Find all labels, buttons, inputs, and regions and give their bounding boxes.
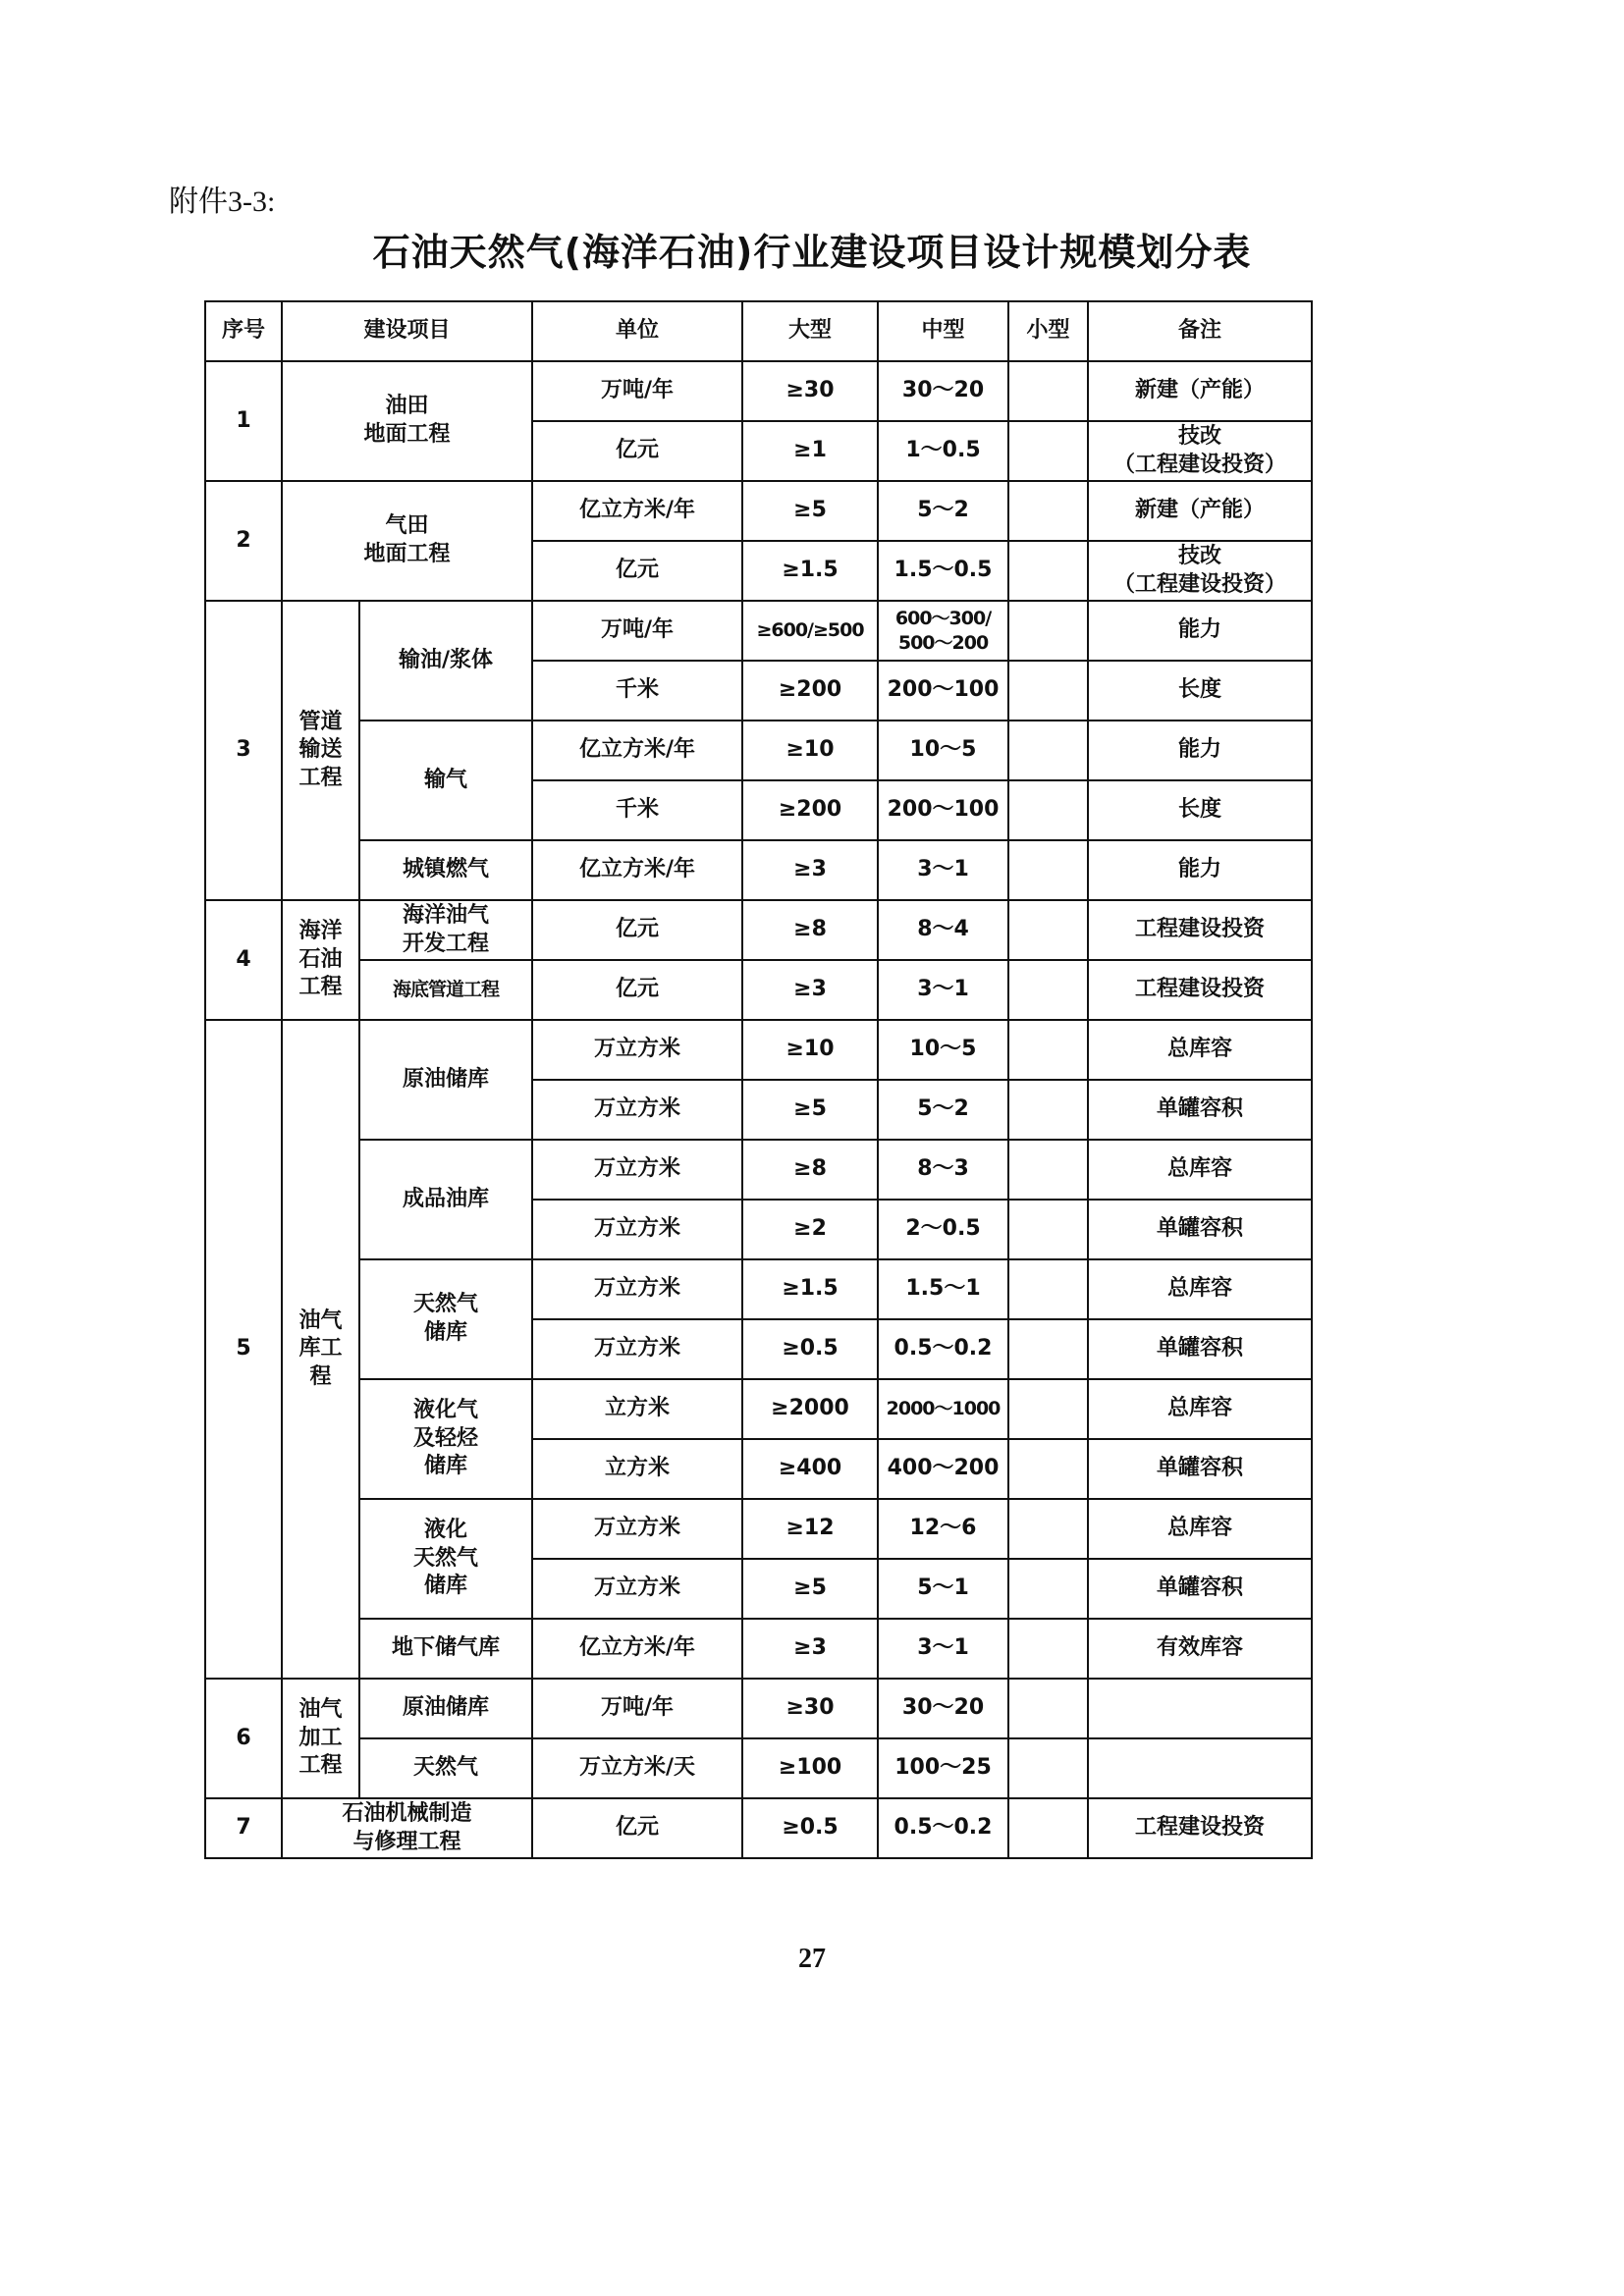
subgroup-name: 海底管道工程 bbox=[359, 960, 532, 1020]
large-cell: ≥10 bbox=[742, 1020, 878, 1080]
unit-cell: 亿元 bbox=[532, 900, 742, 960]
subgroup-name: 原油储库 bbox=[359, 1679, 532, 1738]
large-cell: ≥2 bbox=[742, 1200, 878, 1259]
large-cell: ≥100 bbox=[742, 1738, 878, 1798]
unit-cell: 亿元 bbox=[532, 960, 742, 1020]
large-cell: ≥200 bbox=[742, 780, 878, 840]
remark-cell: 单罐容积 bbox=[1088, 1559, 1312, 1619]
remark-cell: 工程建设投资 bbox=[1088, 960, 1312, 1020]
remark-cell: 总库容 bbox=[1088, 1379, 1312, 1439]
large-cell: ≥0.5 bbox=[742, 1798, 878, 1858]
large-cell: ≥3 bbox=[742, 1619, 878, 1679]
group-seq: 1 bbox=[205, 361, 282, 481]
small-cell bbox=[1008, 1319, 1088, 1379]
small-cell bbox=[1008, 1679, 1088, 1738]
medium-cell: 30～20 bbox=[878, 361, 1008, 421]
group-seq: 6 bbox=[205, 1679, 282, 1798]
group-name: 管道 输送 工程 bbox=[282, 601, 359, 900]
table-row bbox=[205, 1259, 1312, 1319]
small-cell bbox=[1008, 421, 1088, 481]
medium-cell: 1～0.5 bbox=[878, 421, 1008, 481]
small-cell bbox=[1008, 1499, 1088, 1559]
group-name: 石油机械制造 与修理工程 bbox=[282, 1798, 532, 1858]
remark-cell: 单罐容积 bbox=[1088, 1319, 1312, 1379]
unit-cell: 立方米 bbox=[532, 1379, 742, 1439]
large-cell: ≥30 bbox=[742, 361, 878, 421]
scale-classification-table bbox=[204, 300, 1313, 1859]
group-seq: 2 bbox=[205, 481, 282, 601]
small-cell bbox=[1008, 1379, 1088, 1439]
document-title: 石油天然气(海洋石油)行业建设项目设计规模划分表 bbox=[372, 231, 1252, 274]
medium-cell: 200～100 bbox=[878, 661, 1008, 721]
unit-cell: 千米 bbox=[532, 661, 742, 721]
small-cell bbox=[1008, 721, 1088, 780]
large-cell: ≥3 bbox=[742, 960, 878, 1020]
small-cell bbox=[1008, 481, 1088, 541]
attachment-label: 附件3-3: bbox=[169, 186, 276, 218]
large-cell: ≥30 bbox=[742, 1679, 878, 1738]
group-seq: 7 bbox=[205, 1798, 282, 1858]
group-seq: 3 bbox=[205, 601, 282, 900]
small-cell bbox=[1008, 1200, 1088, 1259]
unit-cell: 亿元 bbox=[532, 541, 742, 601]
table-row bbox=[205, 1379, 1312, 1439]
group-name: 油田 地面工程 bbox=[282, 361, 532, 481]
remark-cell: 新建（产能） bbox=[1088, 481, 1312, 541]
subgroup-name: 海洋油气 开发工程 bbox=[359, 900, 532, 960]
unit-cell: 万立方米 bbox=[532, 1020, 742, 1080]
unit-cell: 万立方米 bbox=[532, 1080, 742, 1140]
small-cell bbox=[1008, 900, 1088, 960]
small-cell bbox=[1008, 541, 1088, 601]
subgroup-name: 液化 天然气 储库 bbox=[359, 1499, 532, 1619]
medium-cell: 1.5～1 bbox=[878, 1259, 1008, 1319]
medium-cell: 12～6 bbox=[878, 1499, 1008, 1559]
subgroup-name: 液化气 及轻烃 储库 bbox=[359, 1379, 532, 1499]
header-unit: 单位 bbox=[532, 301, 742, 361]
unit-cell: 万立方米 bbox=[532, 1499, 742, 1559]
table-row bbox=[205, 721, 1312, 780]
medium-cell: 3～1 bbox=[878, 840, 1008, 900]
header-small: 小型 bbox=[1008, 301, 1088, 361]
unit-cell: 亿立方米/年 bbox=[532, 721, 742, 780]
small-cell bbox=[1008, 1259, 1088, 1319]
small-cell bbox=[1008, 1559, 1088, 1619]
subgroup-name: 成品油库 bbox=[359, 1140, 532, 1259]
small-cell bbox=[1008, 1738, 1088, 1798]
subgroup-name: 输气 bbox=[359, 721, 532, 840]
large-cell: ≥5 bbox=[742, 481, 878, 541]
small-cell bbox=[1008, 601, 1088, 661]
header-row bbox=[205, 301, 1312, 361]
unit-cell: 亿立方米/年 bbox=[532, 481, 742, 541]
unit-cell: 万立方米 bbox=[532, 1319, 742, 1379]
unit-cell: 万吨/年 bbox=[532, 1679, 742, 1738]
table-row bbox=[205, 1738, 1312, 1798]
large-cell: ≥10 bbox=[742, 721, 878, 780]
medium-cell: 10～5 bbox=[878, 721, 1008, 780]
medium-cell: 100～25 bbox=[878, 1738, 1008, 1798]
large-cell: ≥400 bbox=[742, 1439, 878, 1499]
group-name: 气田 地面工程 bbox=[282, 481, 532, 601]
group-seq: 4 bbox=[205, 900, 282, 1020]
table-row bbox=[205, 1679, 1312, 1738]
large-cell: ≥2000 bbox=[742, 1379, 878, 1439]
medium-cell: 5～2 bbox=[878, 481, 1008, 541]
large-cell: ≥5 bbox=[742, 1080, 878, 1140]
remark-cell: 长度 bbox=[1088, 661, 1312, 721]
large-cell: ≥1.5 bbox=[742, 1259, 878, 1319]
header-project: 建设项目 bbox=[282, 301, 532, 361]
subgroup-name: 地下储气库 bbox=[359, 1619, 532, 1679]
small-cell bbox=[1008, 780, 1088, 840]
table-row bbox=[205, 1798, 1312, 1858]
small-cell bbox=[1008, 661, 1088, 721]
medium-cell: 3～1 bbox=[878, 1619, 1008, 1679]
medium-cell: 5～2 bbox=[878, 1080, 1008, 1140]
subgroup-name: 城镇燃气 bbox=[359, 840, 532, 900]
subgroup-name: 天然气 储库 bbox=[359, 1259, 532, 1379]
small-cell bbox=[1008, 1080, 1088, 1140]
header-medium: 中型 bbox=[878, 301, 1008, 361]
table-row bbox=[205, 1140, 1312, 1200]
table-row bbox=[205, 1499, 1312, 1559]
header-large: 大型 bbox=[742, 301, 878, 361]
unit-cell: 万立方米 bbox=[532, 1559, 742, 1619]
medium-cell: 10～5 bbox=[878, 1020, 1008, 1080]
remark-cell: 长度 bbox=[1088, 780, 1312, 840]
large-cell: ≥3 bbox=[742, 840, 878, 900]
table-row bbox=[205, 601, 1312, 661]
remark-cell: 工程建设投资 bbox=[1088, 900, 1312, 960]
remark-cell: 能力 bbox=[1088, 601, 1312, 661]
unit-cell: 立方米 bbox=[532, 1439, 742, 1499]
unit-cell: 万吨/年 bbox=[532, 601, 742, 661]
large-cell: ≥8 bbox=[742, 900, 878, 960]
medium-cell: 200～100 bbox=[878, 780, 1008, 840]
unit-cell: 亿立方米/年 bbox=[532, 1619, 742, 1679]
header-remark: 备注 bbox=[1088, 301, 1312, 361]
subgroup-name: 天然气 bbox=[359, 1738, 532, 1798]
table-row bbox=[205, 840, 1312, 900]
remark-cell: 单罐容积 bbox=[1088, 1200, 1312, 1259]
group-name: 油气 加工 工程 bbox=[282, 1679, 359, 1798]
subgroup-name: 输油/浆体 bbox=[359, 601, 532, 721]
unit-cell: 万立方米 bbox=[532, 1200, 742, 1259]
medium-cell: 30～20 bbox=[878, 1679, 1008, 1738]
unit-cell: 万立方米/天 bbox=[532, 1738, 742, 1798]
large-cell: ≥1.5 bbox=[742, 541, 878, 601]
remark-cell: 总库容 bbox=[1088, 1259, 1312, 1319]
medium-cell: 2～0.5 bbox=[878, 1200, 1008, 1259]
large-cell: ≥1 bbox=[742, 421, 878, 481]
small-cell bbox=[1008, 960, 1088, 1020]
small-cell bbox=[1008, 1619, 1088, 1679]
remark-cell: 新建（产能） bbox=[1088, 361, 1312, 421]
large-cell: ≥200 bbox=[742, 661, 878, 721]
medium-cell: 5～1 bbox=[878, 1559, 1008, 1619]
remark-cell: 工程建设投资 bbox=[1088, 1798, 1312, 1858]
large-cell: ≥0.5 bbox=[742, 1319, 878, 1379]
remark-cell: 总库容 bbox=[1088, 1499, 1312, 1559]
large-cell: ≥600/≥500 bbox=[742, 601, 878, 661]
medium-cell: 0.5～0.2 bbox=[878, 1798, 1008, 1858]
medium-cell: 8～3 bbox=[878, 1140, 1008, 1200]
medium-cell: 3～1 bbox=[878, 960, 1008, 1020]
unit-cell: 千米 bbox=[532, 780, 742, 840]
remark-cell: 总库容 bbox=[1088, 1140, 1312, 1200]
large-cell: ≥12 bbox=[742, 1499, 878, 1559]
medium-cell: 0.5～0.2 bbox=[878, 1319, 1008, 1379]
remark-cell: 能力 bbox=[1088, 721, 1312, 780]
unit-cell: 万立方米 bbox=[532, 1259, 742, 1319]
remark-cell: 单罐容积 bbox=[1088, 1439, 1312, 1499]
table-row bbox=[205, 481, 1312, 541]
unit-cell: 万吨/年 bbox=[532, 361, 742, 421]
small-cell bbox=[1008, 840, 1088, 900]
remark-cell bbox=[1088, 1679, 1312, 1738]
unit-cell: 亿元 bbox=[532, 421, 742, 481]
group-name: 海洋 石油 工程 bbox=[282, 900, 359, 1020]
small-cell bbox=[1008, 1020, 1088, 1080]
group-seq: 5 bbox=[205, 1020, 282, 1679]
large-cell: ≥5 bbox=[742, 1559, 878, 1619]
small-cell bbox=[1008, 1439, 1088, 1499]
small-cell bbox=[1008, 1140, 1088, 1200]
large-cell: ≥8 bbox=[742, 1140, 878, 1200]
header-seq: 序号 bbox=[205, 301, 282, 361]
remark-cell: 技改 （工程建设投资） bbox=[1088, 421, 1312, 481]
remark-cell: 有效库容 bbox=[1088, 1619, 1312, 1679]
remark-cell: 单罐容积 bbox=[1088, 1080, 1312, 1140]
small-cell bbox=[1008, 1798, 1088, 1858]
unit-cell: 亿立方米/年 bbox=[532, 840, 742, 900]
medium-cell: 2000～1000 bbox=[878, 1379, 1008, 1439]
table-row bbox=[205, 361, 1312, 421]
unit-cell: 亿元 bbox=[532, 1798, 742, 1858]
unit-cell: 万立方米 bbox=[532, 1140, 742, 1200]
page-number: 27 bbox=[798, 1944, 826, 1974]
remark-cell: 总库容 bbox=[1088, 1020, 1312, 1080]
table-row bbox=[205, 1020, 1312, 1080]
table-row bbox=[205, 960, 1312, 1020]
medium-cell: 600～300/ 500～200 bbox=[878, 601, 1008, 661]
small-cell bbox=[1008, 361, 1088, 421]
group-name: 油气 库工 程 bbox=[282, 1020, 359, 1679]
remark-cell bbox=[1088, 1738, 1312, 1798]
remark-cell: 技改 （工程建设投资） bbox=[1088, 541, 1312, 601]
medium-cell: 1.5～0.5 bbox=[878, 541, 1008, 601]
remark-cell: 能力 bbox=[1088, 840, 1312, 900]
table-row bbox=[205, 900, 1312, 960]
subgroup-name: 原油储库 bbox=[359, 1020, 532, 1140]
medium-cell: 8～4 bbox=[878, 900, 1008, 960]
table-row bbox=[205, 1619, 1312, 1679]
medium-cell: 400～200 bbox=[878, 1439, 1008, 1499]
